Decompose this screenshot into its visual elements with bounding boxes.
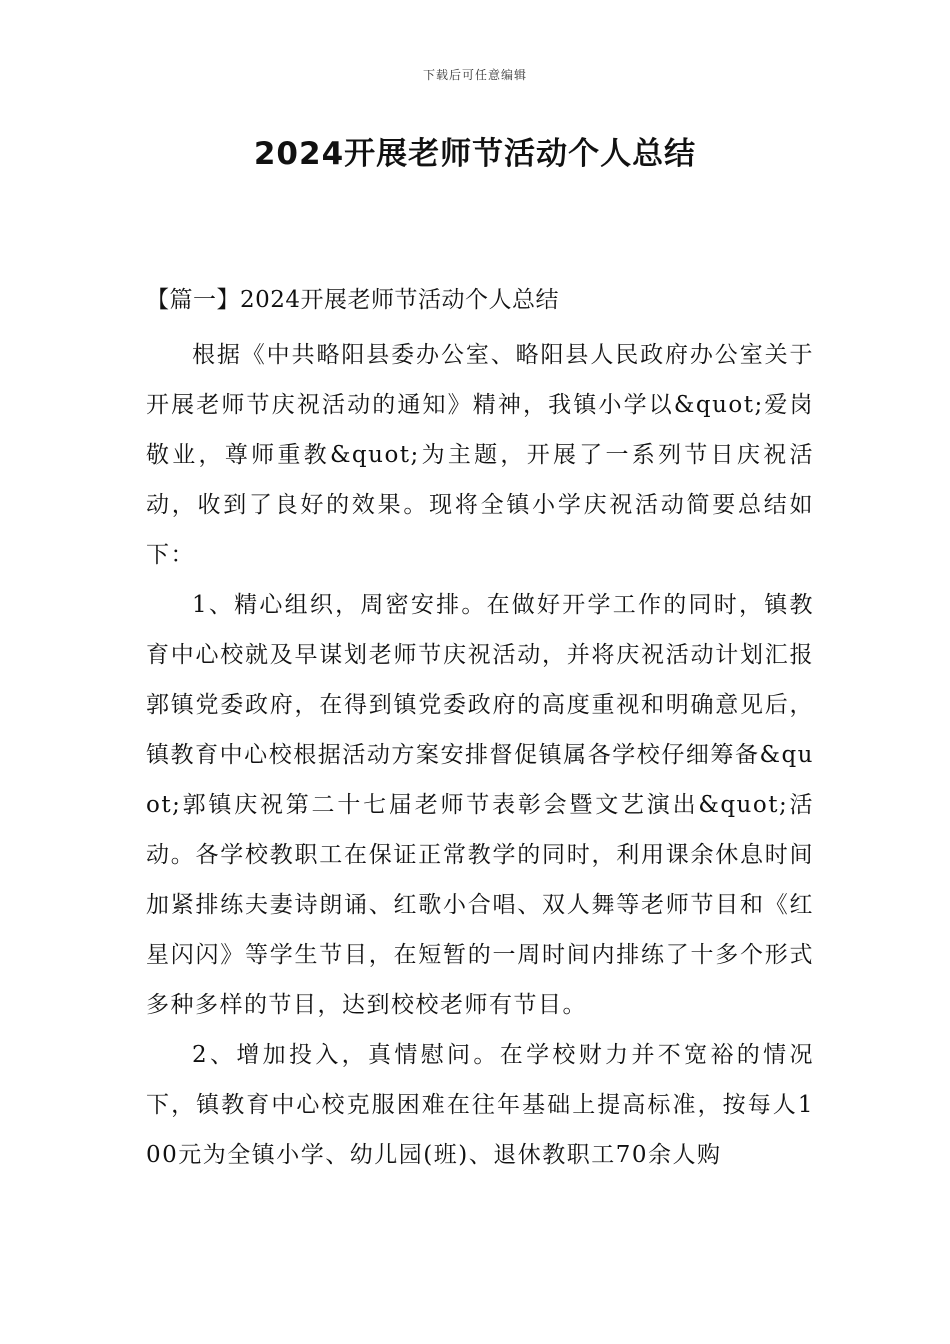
section-heading: 【篇一】2024开展老师节活动个人总结	[146, 287, 560, 313]
paragraph-point-2: 2、增加投入，真情慰问。在学校财力并不宽裕的情况下，镇教育中心校克服困难在往年基础上提高标准，按每人100元为全镇小学、幼儿园(班)、退休教职工70余人购	[146, 1042, 814, 1168]
document-title: 2024开展老师节活动个人总结	[253, 136, 697, 172]
header-note: 下载后可任意编辑	[422, 68, 527, 82]
paragraph-point-1: 1、精心组织，周密安排。在做好开学工作的同时，镇教育中心校就及早谋划老师节庆祝活动，并将庆祝活动计划汇报郭镇党委政府，在得到镇党委政府的高度重视和明确意见后，镇教育中心校根据活动方案安排督促镇属各学校仔细筹备&quot;郭镇庆祝第二十七届老师节表彰会暨文艺演出&quot;活动。各学校教职工在保证正常教学的同时，利用课余休息时间加紧排练夫妻诗朗诵、红歌小合唱、双人舞等老师节目和《红星闪闪》等学生节目，在短暂的一周时间内排练了十多个形式多种多样的节目，达到校校老师有节目。	[146, 592, 814, 1018]
document-body	[146, 282, 814, 1180]
paragraph-intro: 根据《中共略阳县委办公室、略阳县人民政府办公室关于开展老师节庆祝活动的通知》精神，我镇小学以&quot;爱岗敬业，尊师重教&quot;为主题，开展了一系列节日庆祝活动，收到了良好的效果。现将全镇小学庆祝活动简要总结如下：	[146, 342, 814, 568]
